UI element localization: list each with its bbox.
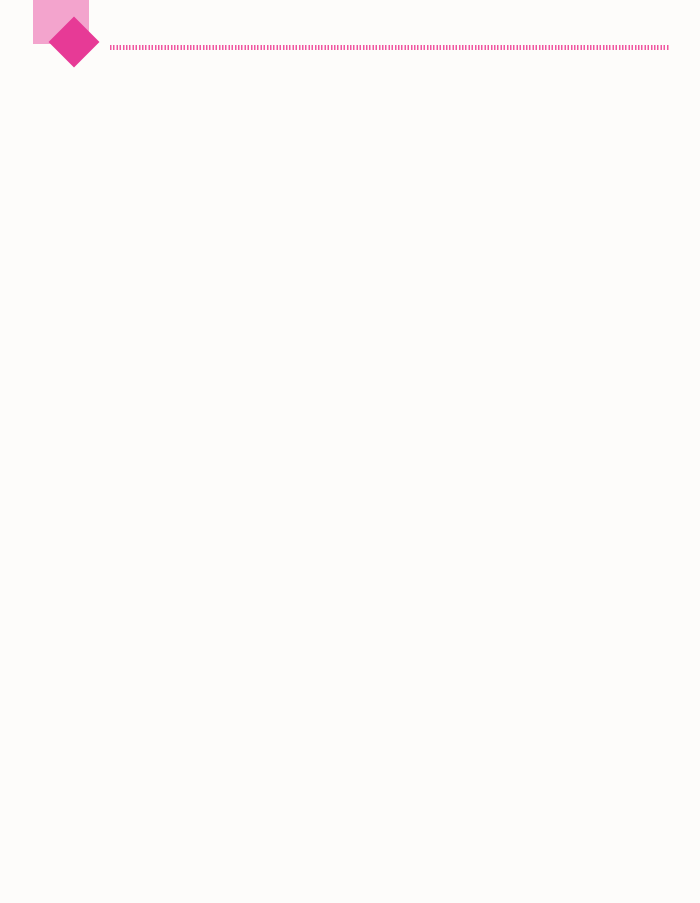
header-rule: [110, 45, 670, 50]
climograph-figure: [96, 68, 676, 323]
